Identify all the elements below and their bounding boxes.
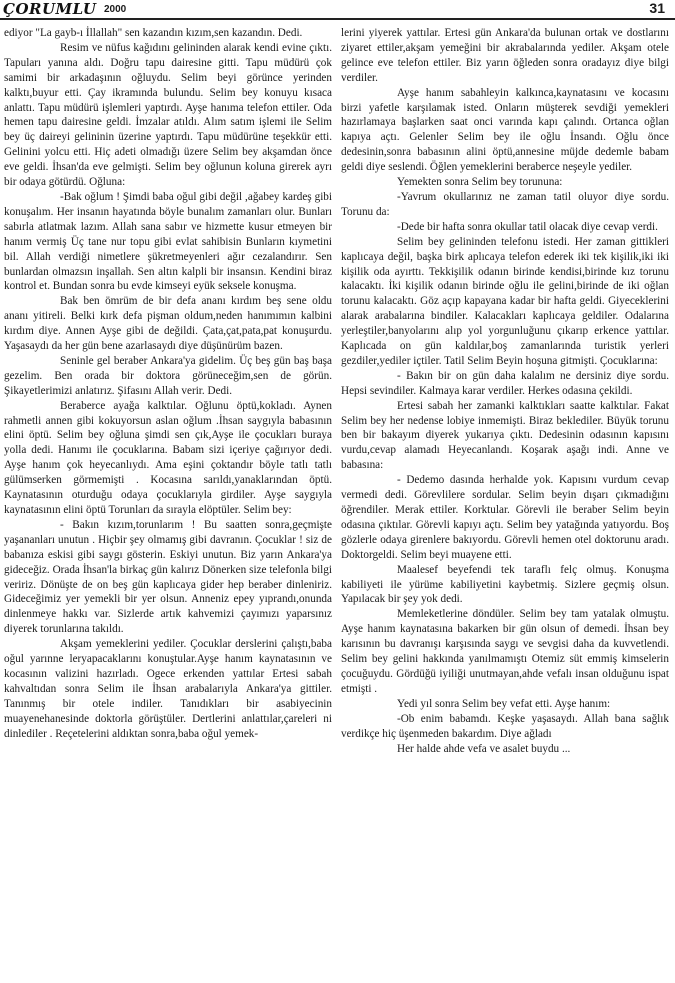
magazine-title: ÇORUMLU — [3, 0, 97, 18]
paragraph: Yemekten sonra Selim bey torununa: — [397, 176, 563, 189]
issue-year: 2000 — [104, 4, 127, 15]
paragraph: Beraberce ayağa kalktılar. Oğlunu öptü,kokladı. Aynen rahmetli annen gibi kokuyorsun aslan oğlum .İhsan saygıyla babasının elini öptü. Selim bey oğluna şimdi sen çık,Ayşe ile çocukları buraya yolla dedi. Hanımı ile çocuklarına. Babam sizi içeriye çağırıyor dedi. Ayşe hanım çok heyecanlıydı. Ama eşini çoktandır böyle tatlı tatlı gülümserken görmemişti . Kocasına sarıldı,yanaklarından öptü. Kaynatasının oturduğu odaya çocuklarıyla girdiler. Ayşe saygıyla kaynatasının elini öptü Torunları da sırayla elöptüler. Selim bey: — [4, 399, 332, 516]
paragraph: Seninle gel beraber Ankara'ya gidelim. Üç beş gün baş başa gezelim. Ben orada bir doktora görüneceğim,sen de görün. Şikayetlerimizi anlatırız. Şifasını Allah verir. Dedi. — [4, 354, 332, 397]
paragraph: -Dede bir hafta sonra okullar tatil olacak diye cevap verdi. — [397, 220, 658, 233]
paragraph: -Yavrum okullarınız ne zaman tatil oluyor diye sordu. Torunu da: — [341, 190, 669, 218]
paragraph: ediyor "La gayb-ı İllallah" sen kazandın kızım,sen kazandın. Dedi. — [4, 27, 303, 39]
paragraph: Selim bey gelininden telefonu istedi. Her zaman gittikleri kaplıcaya değil, başka birk aplıcaya telefon ederek iki tek kişilik,iki iki kişilik oda ayırttı. Tekkişilik odanın birinde kendisi,birinde kız torunu kalacaktı. İki kişilik odanın birinde oğlu ile gelini,birinde de iki oğlan torunu kalacaktı. Göz açıp kapayana kadar bir hafta geldi. Giyeceklerini alarak arabalarına bindiler. Kalacakları kaplıcaya geldiler. Odalarına yerleştiler,banyolarını alıp yol yorgunluğunu çıkarıp erkence yattılar. Kaplıcada on gün kaldılar,boş zamanlarında turistik yerleri gezdiler,yediler içtiler. Tatil Selim Beyin hoşuna gitmişti. Çocuklarına: — [341, 235, 669, 367]
paragraph: -Bak oğlum ! Şimdi baba oğul gibi değil ,ağabey kardeş gibi konuşalım. Her insanın hayatında böyle bunalım zamanları olur. Bunları sabırla atlatmak lazım. Allah sana sabır ve hizmette kusur etmeyen bir hanım vermiş Üç tane nur topu gibi evlat sahibisin Bunların kıymetini bil. Allah verdiği nimetlere şükretmeyenleri ağır cezalandırır. Sen bunlardan olmazsın inşallah. Sen altın kalpli bir insansın. Kendini biraz kontrol et. Bundan sonra bu evde kimseyi eyük seksele konuşma. — [4, 190, 332, 293]
paragraph: Bak ben ömrüm de bir defa ananı kırdım beş sene oldu ananı yitireli. Belki kırk defa pişman oldum,neden hanımımın kalbini kırdım diye. Annen Ayşe gibi de değildi. Çata,çat,pata,pat konuşurdu. Yaşasaydı da her gün bene azarlasaydı diye düşünürüm bazen. — [4, 295, 332, 353]
paragraph: Akşam yemeklerini yediler. Çocuklar derslerini çalıştı,baba oğul yarınne leryapacaklarını konuştular.Ayşe hanım kaynatasının ve kocasının valizini hazırladı. Ogece erkenden yattılar Ertesi sabah kahvaltıdan sonra Selim ile İhsan arabalarıyla Ankara'ya gittiler. Tanınmış bir otele indiler. Tanıdıkları bir asabiyecinin muayenehanesinde doktorla görüştüler. Dertlerini anlattılar,çareleri ni dinlediler . Reçetelerini aldıktan sonra,baba oğul yemek- — [4, 638, 332, 740]
header-rule — [0, 18, 675, 20]
paragraph: - Dedemo dasında herhalde yok. Kapısını vurdum cevap vermedi dedi. Görevlilere sordular. Selim beyin dışarı çıkmadığını öğrendiler. Merak ettiler. Korktular. Görevli ile beraber Selim beyin odasına çıktılar. Görevli kapıyı açtı. Selim bey yatağında yatıyordu. Boş gözlerle odaya girenlere bakıyordu. Görevli hemen otel doktorunu aradı. Doktorgeldi. Selim beyi muayene etti. — [341, 474, 669, 561]
left-column — [4, 26, 332, 976]
paragraph: - Bakın bir on gün daha kalalım ne dersiniz diye sordu. Hepsi sevindiler. Kalmaya karar verdiler. Herkes odasına çekildi. — [341, 369, 669, 397]
paragraph: Resim ve nüfus kağıdını gelininden alarak kendi evine çıktı. Tapuları yanına aldı. Doğru tapu dairesine gitti. Tapu müdürü çok samimi bir arkadaşının oğluydu. Selim beyi görünce yerinden kalktı,buyur etti. Çay ikramında bulundu. Selim bey konuyu kısaca anlattı. Tapu müdürü işlemleri yaptırdı. Ayşe hanıma telefon ettiler. Oda hemen tapu dairesine geldi. İmzalar atıldı. Alım satım işlemi ile Selim bey üç daireyi gelininin üzerine yaptırdı. Tapu müdürüne teşekkür etti. Gelinini yolcu etti. Hiç adeti olmadığı üzere Selim bey akşamdan önce eve geldi. İhsan'da eve gelmişti. Selim bey oğlunun koluna girerek ayrı bir odaya götürdü. Oğluna: — [4, 41, 332, 189]
paragraph: Ertesi sabah her zamanki kalktıkları saatte kalktılar. Fakat Selim bey her nedense lobiye inmemişti. Biraz beklediler. Büyük torunu ben bir bakayım diyerek yukarıya çıktı. Dedesinin odasının kapısını vurdu,cevap alamadı Heyecanlandı. Koşarak aşağı indi. Anne ve babasına: — [341, 399, 669, 472]
page-header — [0, 0, 675, 24]
paragraph: -Ob enim babamdı. Keşke yaşasaydı. Allah bana sağlık verdikçe hiç üşenmeden bakardım. Diye ağladı — [341, 712, 669, 740]
paragraph: - Bakın kızım,torunlarım ! Bu saatten sonra,geçmişte yaşananları unutun . Hiçbir şey olmamış gibi davranın. Çocuklar ! siz de babanıza eskisi gibi saygı gösterin. Eskiyi unutun. Biz yarın Ankara'ya gideceğiz. Orada İhsan'la birkaç gün kalırız Dönerken size telefonla bilgi veririz. Dönüşte de on beş gün kaplıcaya gider hep beraber dinleniriz. Gideceğimiz yer yemekli bir yer olsun. Anneniz epey yıprandı,onunda dinlenmeye hakkı var. Sizlerde artık kahvemizi çayımızı yaparsınız diyerek torunlarına takıldı. — [4, 518, 332, 636]
right-column — [341, 26, 669, 976]
paragraph: Yedi yıl sonra Selim bey vefat etti. Ayşe hanım: — [397, 697, 611, 710]
paragraph: Maalesef beyefendi tek taraflı felç olmuş. Konuşma kabiliyeti ile yürüme kabiliyetini kaybetmiş. Sizlere geçmiş olsun. Yapılacak bir şey yok dedi. — [341, 563, 669, 606]
paragraph: Her halde ahde vefa ve asalet buydu ... — [397, 742, 571, 755]
paragraph: lerini yiyerek yattılar. Ertesi gün Ankara'da bulunan ortak ve dostlarını ziyaret ettiler,akşam yemeğini bir akrabalarında yediler. Akşam otele gelince eve telefon ettiler. Biz yarın öğleden sonra oradayız diye bilgi verdiler. — [341, 27, 669, 84]
paragraph: Ayşe hanım sabahleyin kalkınca,kaynatasını ve kocasını birzi yafetle karşılamak isted. Onların müşterek sevdiği yemekleri hazırlamaya başlarken saat onci varında kapı çalındı. Ortanca oğlan kapıya açtı. Gelenler Selim bey ile oğlu İnsandı. Oğlu önce dedesinin,sonra babasının alini öptü,annesine müjde dedemle babam geldi diye seslendi. Öğlen yemeklerini beraberce neşeyle yediler. — [341, 86, 669, 174]
page-number: 31 — [649, 0, 665, 16]
paragraph: Memleketlerine döndüler. Selim bey tam yatalak olmuştu. Ayşe hanım kaynatasına bakarken bir gün olsun of demedi. İhsan bey karısının bu davranışı karşısında saygı ve sevgisi daha da kuvvetlendi. Selim bey gelini hakkında yanılmamıştı Otemiz süt emmiş kimselerin çocuğuydu. Gördüğü iyiliği unutmayan,ahde vefalı insan olduğunu ispat etmişti . — [341, 608, 669, 695]
